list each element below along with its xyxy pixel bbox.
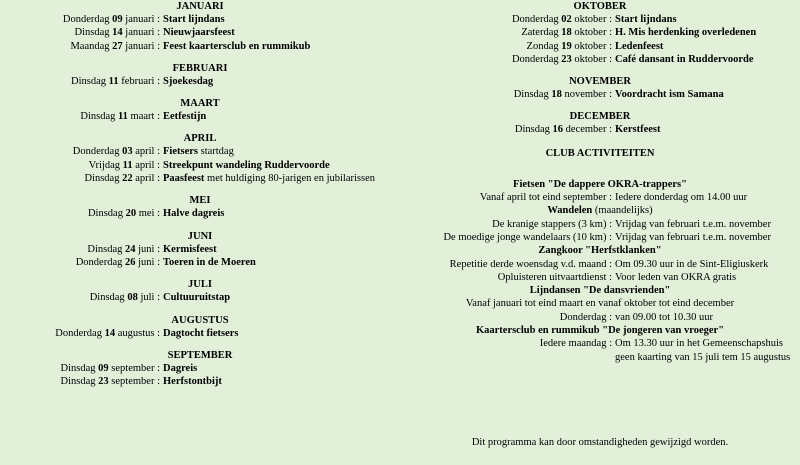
event-title: Dagreis [163, 362, 198, 374]
event-row [0, 291, 400, 304]
event-name [160, 172, 400, 185]
event-name [160, 110, 400, 123]
event-title: Herfstontbijt [163, 376, 222, 388]
club-row [400, 337, 800, 350]
event-row [0, 207, 400, 220]
event-row [0, 110, 400, 123]
month-title: DECEMBER [569, 111, 631, 123]
event-month: juni [138, 243, 155, 255]
event-row [0, 256, 400, 269]
event-row [0, 375, 400, 388]
event-row [0, 159, 400, 172]
club-row-label: Donderdag : [559, 311, 612, 323]
month-title: JANUARI [176, 1, 224, 12]
event-day-number: 19 [561, 40, 572, 52]
event-weekday: Donderdag [511, 14, 559, 25]
club-row-label-text: De moedige jonge wandelaars (10 km) [443, 231, 607, 243]
event-title: Kermisfeest [163, 243, 217, 255]
event-date: Dinsdag 18 november : [513, 89, 612, 101]
event-month: januari [125, 27, 155, 39]
kaartersclub-note: geen kaarting van 15 juli tem 15 augustus [615, 351, 791, 363]
event-month: december [565, 124, 607, 136]
event-month: september [111, 376, 155, 388]
event-weekday: Donderdag [511, 53, 559, 65]
event-name [160, 207, 400, 220]
event-row [400, 26, 800, 39]
event-weekday: Donderdag [62, 14, 110, 25]
event-title: Nieuwjaarsfeest [163, 27, 235, 39]
event-day-number: 11 [122, 159, 133, 171]
event-weekday: Donderdag [55, 327, 102, 339]
club-row-label-text: Repetitie derde woensdag v.d. maand [449, 258, 607, 270]
month-block [0, 97, 400, 123]
event-row [400, 40, 800, 53]
event-month: januari [125, 40, 155, 52]
event-row [400, 88, 800, 101]
event-month: oktober [574, 27, 607, 39]
month-title: SEPTEMBER [167, 349, 233, 361]
month-block [0, 62, 400, 88]
event-name [160, 145, 400, 158]
event-name [160, 291, 400, 304]
event-day-number: 08 [127, 292, 138, 304]
event-day-number: 09 [98, 362, 109, 374]
club-row-label-text: De kranige stappers (3 km) [492, 218, 607, 230]
event-day-number: 20 [125, 208, 137, 220]
event-date: Vrijdag 11 april : [88, 159, 160, 171]
event-title: Paasfeest [163, 173, 205, 185]
month-title: NOVEMBER [569, 76, 631, 88]
event-day-number: 22 [122, 173, 133, 185]
event-title: Sjoekesdag [163, 75, 214, 87]
event-month: april [135, 159, 155, 171]
event-weekday: Dinsdag [87, 208, 123, 220]
wandelen-title-text: Wandelen [547, 205, 593, 217]
event-date: Donderdag 23 oktober : [511, 53, 612, 65]
event-month: september [111, 362, 155, 374]
club-row-value: Vrijdag van februari t.e.m. november [615, 218, 771, 230]
event-month: oktober [574, 53, 607, 65]
event-name [612, 88, 800, 101]
event-date: Donderdag 02 oktober : [511, 14, 612, 25]
event-month: juli [140, 292, 155, 304]
month-block [0, 349, 400, 389]
month-block [0, 194, 400, 220]
event-day-number: 09 [112, 14, 123, 25]
event-month: juni [138, 256, 155, 268]
club-row-label-text: Opluisteren uitvaartdienst [497, 271, 607, 283]
event-weekday: Dinsdag [80, 111, 116, 123]
event-title: Eetfestijn [163, 111, 207, 123]
event-row [400, 13, 800, 26]
event-name [160, 13, 400, 26]
event-weekday: Donderdag [75, 256, 123, 268]
club-row [400, 258, 800, 271]
club-row-label: Vanaf april tot eind september : [479, 192, 612, 204]
event-name [160, 327, 400, 340]
event-date: Dinsdag 23 september : [60, 376, 160, 388]
event-row [0, 327, 400, 340]
event-month: oktober [574, 40, 607, 52]
month-block [400, 0, 800, 66]
club-row-value: van 09.00 tot 10.30 uur [615, 311, 713, 323]
event-weekday: Donderdag [72, 146, 120, 158]
event-name [160, 243, 400, 256]
club-row-value: Iedere donderdag om 14.00 uur [615, 192, 748, 204]
event-weekday: Dinsdag [513, 89, 549, 101]
event-date: Zondag 19 oktober : [526, 40, 612, 52]
event-weekday: Dinsdag [74, 27, 110, 39]
event-day-number: 18 [551, 89, 562, 101]
right-column [400, 0, 800, 364]
event-name [612, 40, 800, 53]
event-title: Dagtocht fietsers [163, 327, 239, 339]
event-weekday: Dinsdag [89, 292, 125, 304]
event-day-number: 26 [124, 256, 136, 268]
event-date: Dinsdag 20 mei : [87, 208, 160, 220]
event-weekday: Dinsdag [87, 243, 123, 255]
month-block [400, 110, 800, 136]
event-title: Start lijndans [615, 14, 677, 25]
event-month: oktober [574, 14, 607, 25]
wandelen-title [400, 204, 800, 217]
event-day-number: 11 [108, 75, 119, 87]
event-weekday: Zaterdag [521, 27, 559, 39]
event-day-number: 14 [104, 327, 116, 339]
event-row [0, 75, 400, 88]
month-title: APRIL [183, 133, 217, 145]
event-day-number: 27 [112, 40, 123, 52]
month-title: MAART [180, 98, 220, 110]
event-title: Fietsers [163, 146, 198, 158]
event-month: augustus [117, 327, 155, 339]
event-month: januari [125, 14, 155, 25]
event-day-number: 16 [552, 124, 564, 136]
event-date: Maandag 27 januari : [70, 40, 160, 52]
event-row [0, 362, 400, 375]
month-title: JUNI [187, 230, 213, 242]
lijndansen-title: Lijndansen "De dansvrienden" [529, 285, 671, 297]
month-block [0, 278, 400, 304]
event-row [0, 172, 400, 185]
event-weekday: Zondag [526, 40, 559, 52]
event-month: april [135, 146, 155, 158]
event-name [160, 362, 400, 375]
event-name [160, 256, 400, 269]
club-activities [400, 147, 800, 364]
club-row-label-text: Donderdag [559, 311, 607, 323]
event-title: Halve dagreis [163, 208, 225, 220]
club-row-value: Om 09.30 uur in de Sint-Eligiuskerk [615, 258, 769, 270]
month-title: FEBRUARI [172, 62, 228, 74]
club-row-label: Repetitie derde woensdag v.d. maand : [449, 258, 612, 270]
event-title: Toeren in de Moeren [163, 256, 256, 268]
club-row-label: Opluisteren uitvaartdienst : [497, 271, 612, 283]
month-title: AUGUSTUS [171, 314, 229, 326]
event-date: Dinsdag 08 juli : [89, 292, 160, 304]
club-row [400, 271, 800, 284]
event-note: startdag [197, 146, 234, 158]
event-name [612, 53, 800, 66]
month-block [0, 314, 400, 340]
event-day-number: 14 [112, 27, 123, 39]
event-name [160, 75, 400, 88]
club-title: CLUB ACTIVITEITEN [545, 147, 655, 159]
event-weekday: Maandag [70, 40, 110, 52]
club-row-label-text: Iedere maandag [539, 338, 607, 350]
event-name [160, 159, 400, 172]
month-title: MEI [189, 195, 211, 207]
event-row [0, 40, 400, 53]
lijndansen-period: Vanaf januari tot eind maart en vanaf oktober tot eind december [465, 298, 735, 310]
month-title: OKTOBER [573, 1, 627, 12]
event-month: maart [130, 111, 155, 123]
event-weekday: Dinsdag [60, 362, 96, 374]
month-title: JULI [188, 279, 212, 291]
event-weekday: Dinsdag [60, 376, 96, 388]
event-name [612, 26, 800, 39]
month-block [0, 0, 400, 53]
event-title: Ledenfeest [615, 40, 664, 52]
club-row [400, 231, 800, 244]
event-weekday: Dinsdag [514, 124, 550, 136]
event-weekday: Dinsdag [71, 75, 107, 87]
club-row-label: Iedere maandag : [539, 338, 612, 350]
club-row-label-text: Vanaf april tot eind september [479, 192, 607, 204]
event-date: Dinsdag 14 januari : [74, 27, 160, 39]
event-title: Café dansant in Ruddervoorde [615, 53, 754, 65]
event-date: Donderdag 26 juni : [75, 256, 160, 268]
event-date: Dinsdag 22 april : [84, 173, 160, 185]
event-date: Dinsdag 16 december : [514, 124, 612, 136]
event-day-number: 18 [561, 27, 572, 39]
club-row-value: Vrijdag van februari t.e.m. november [615, 231, 771, 243]
event-name [160, 40, 400, 53]
zangkoor-title: Zangkoor "Herfstklanken" [538, 245, 662, 257]
event-date: Donderdag 09 januari : [62, 14, 160, 25]
event-row [0, 13, 400, 26]
event-weekday: Dinsdag [84, 173, 120, 185]
event-day-number: 23 [98, 376, 109, 388]
club-row-value: Voor leden van OKRA gratis [615, 271, 737, 283]
event-row [0, 26, 400, 39]
event-month: februari [121, 75, 155, 87]
event-weekday: Vrijdag [88, 159, 121, 171]
event-title: Streekpunt wandeling Ruddervoorde [163, 159, 330, 171]
club-row-value: Om 13.30 uur in het Gemeenschapshuis [615, 338, 783, 350]
club-row-label: De moedige jonge wandelaars (10 km) : [443, 231, 612, 243]
event-name [612, 13, 800, 26]
event-row [400, 53, 800, 66]
event-title: Voordracht ism Samana [615, 89, 724, 101]
month-block [0, 132, 400, 185]
fietsen-title: Fietsen "De dappere OKRA-trappers" [513, 178, 687, 190]
event-day-number: 24 [124, 243, 136, 255]
club-row [400, 311, 800, 324]
left-column [0, 0, 400, 397]
event-row [400, 123, 800, 136]
event-name [612, 123, 800, 136]
club-row [400, 218, 800, 231]
event-row [0, 243, 400, 256]
event-name [160, 375, 400, 388]
kaartersclub-title: Kaartersclub en rummikub "De jongeren van vroeger" [475, 325, 725, 337]
wandelen-title-note: (maandelijks) [592, 205, 653, 217]
event-title: Cultuuruitstap [163, 292, 231, 304]
event-title: Start lijndans [163, 14, 225, 25]
footnote: Dit programma kan door omstandigheden gewijzigd worden. [471, 437, 729, 448]
event-title: Feest kaartersclub en rummikub [163, 40, 311, 52]
event-date: Dinsdag 11 februari : [71, 75, 160, 87]
event-name [160, 26, 400, 39]
event-date: Donderdag 03 april : [72, 146, 160, 158]
event-date: Dinsdag 24 juni : [87, 243, 160, 255]
event-day-number: 03 [122, 146, 133, 158]
event-title: Kerstfeest [615, 124, 661, 136]
event-row [0, 145, 400, 158]
event-month: november [564, 89, 607, 101]
month-block [400, 75, 800, 101]
event-date: Dinsdag 09 september : [60, 362, 160, 374]
month-block [0, 230, 400, 270]
event-month: april [135, 173, 155, 185]
event-day-number: 23 [561, 53, 572, 65]
event-date: Donderdag 14 augustus : [55, 327, 160, 339]
event-note: met huldiging 80-jarigen en jubilarissen [204, 173, 375, 185]
event-title: H. Mis herdenking overledenen [615, 27, 757, 39]
event-day-number: 02 [561, 14, 572, 25]
club-row-label: De kranige stappers (3 km) : [492, 218, 612, 230]
event-date: Dinsdag 11 maart : [80, 111, 160, 123]
event-date: Zaterdag 18 oktober : [521, 27, 612, 39]
club-row [400, 191, 800, 204]
event-day-number: 11 [118, 111, 128, 123]
event-month: mei [138, 208, 155, 220]
